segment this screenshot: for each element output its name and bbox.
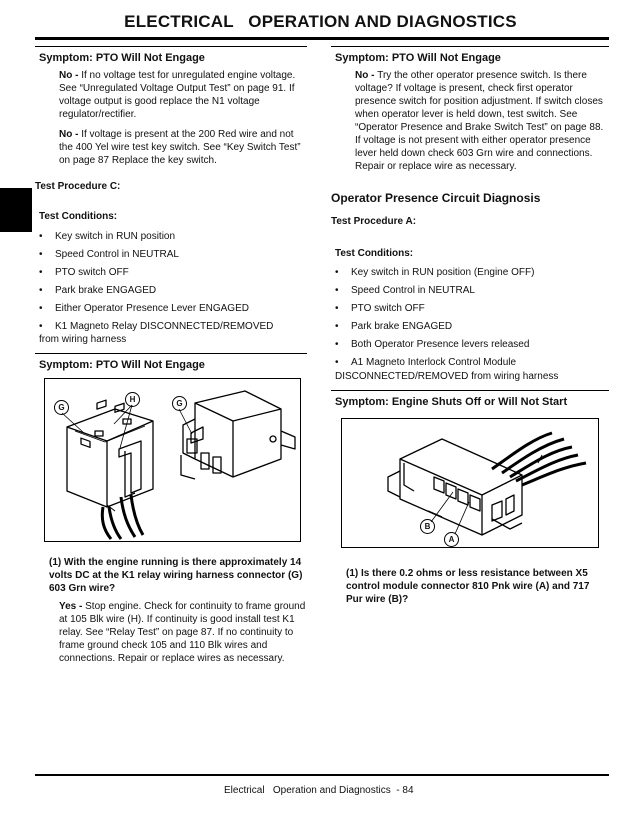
symptom-heading: Symptom: PTO Will Not Engage bbox=[335, 52, 501, 64]
callout-leaders bbox=[341, 418, 597, 546]
title-rule bbox=[35, 37, 609, 40]
no-label: No - bbox=[59, 70, 82, 81]
no-paragraph bbox=[59, 69, 309, 121]
condition-item-continued: from wiring harness bbox=[39, 334, 127, 345]
bullet-icon: • bbox=[39, 231, 43, 242]
bullet-icon: • bbox=[39, 303, 43, 314]
yes-paragraph bbox=[59, 600, 309, 665]
callout-g-connector: G bbox=[54, 400, 69, 415]
test-procedure-label: Test Procedure A: bbox=[331, 216, 417, 227]
symptom-rule bbox=[35, 46, 307, 47]
no-label: No - bbox=[59, 129, 82, 140]
condition-item: • K1 Magneto Relay DISCONNECTED/REMOVED bbox=[39, 321, 274, 332]
condition-item: • Either Operator Presence Lever ENGAGED bbox=[39, 303, 249, 314]
condition-item: • A1 Magneto Interlock Control Module bbox=[335, 357, 517, 368]
condition-item: • PTO switch OFF bbox=[39, 267, 129, 278]
condition-item: • Park brake ENGAGED bbox=[39, 285, 157, 296]
callout-a: A bbox=[444, 532, 459, 547]
symptom-rule bbox=[331, 46, 609, 47]
condition-item-continued: DISCONNECTED/REMOVED from wiring harness bbox=[335, 371, 559, 382]
no-paragraph bbox=[355, 69, 609, 173]
no-text: Try the other operator presence switch. Is there voltage? If voltage is present, check first operator presence switch for position adjustment. If switch closes when operator lever is held down, test switch. See “Operator Presence and Brake Switch Test” on page 88. If voltage is not present with either operator presence lever held down check 603 Grn wire and connections. Repair or replace wire as necessary. bbox=[355, 70, 604, 172]
bullet-icon: • bbox=[335, 267, 339, 278]
callout-h: H bbox=[125, 392, 140, 407]
bullet-icon: • bbox=[335, 303, 339, 314]
section-tab-marker bbox=[0, 188, 32, 232]
symptom-rule bbox=[331, 390, 609, 391]
footer-rule bbox=[35, 774, 609, 776]
yes-label: Yes - bbox=[59, 601, 86, 612]
no-text: If voltage is present at the 200 Red wire and not the 400 Yel wire test key switch. See “Key Switch Test” on page 87 Replace the key switch. bbox=[59, 129, 301, 166]
no-paragraph bbox=[59, 128, 309, 167]
no-label: No - bbox=[355, 70, 378, 81]
bullet-icon: • bbox=[335, 321, 339, 332]
symptom-heading: Symptom: Engine Shuts Off or Will Not Start bbox=[335, 396, 568, 408]
condition-item: • Speed Control in NEUTRAL bbox=[39, 249, 179, 260]
condition-item: • Key switch in RUN position (Engine OFF) bbox=[335, 267, 535, 278]
symptom-heading: Symptom: PTO Will Not Engage bbox=[39, 359, 205, 371]
bullet-icon: • bbox=[335, 339, 339, 350]
bullet-icon: • bbox=[335, 285, 339, 296]
test-question: (1) Is there 0.2 ohms or less resistance between X5 control module connector 810 Pnk wire (A) and 717 Pur wire (B)? bbox=[346, 568, 590, 605]
condition-item: • Both Operator Presence levers released bbox=[335, 339, 530, 350]
condition-item: • Key switch in RUN position bbox=[39, 231, 176, 242]
test-question: (1) With the engine running is there approximately 14 volts DC at the K1 relay wiring harness connector (G) 603 Grn wire? bbox=[49, 557, 303, 594]
bullet-icon: • bbox=[39, 285, 43, 296]
yes-text: Stop engine. Check for continuity to frame ground at 105 Blk wire (H). If continuity is good install test K1 relay. See “Relay Test” on page 87. If no continuity to frame ground check 105 and 110 Blk wires and connections. Repair or replace wires as necessary. bbox=[59, 601, 306, 664]
bullet-icon: • bbox=[335, 357, 339, 368]
callout-b: B bbox=[420, 519, 435, 534]
page-title: ELECTRICAL OPERATION AND DIAGNOSTICS bbox=[124, 12, 517, 31]
bullet-icon: • bbox=[39, 267, 43, 278]
test-procedure-label: Test Procedure C: bbox=[35, 181, 121, 192]
condition-item: • Park brake ENGAGED bbox=[335, 321, 453, 332]
callout-g-relay: G bbox=[172, 396, 187, 411]
bullet-icon: • bbox=[39, 249, 43, 260]
no-text: If no voltage test for unregulated engine voltage. See “Unregulated Voltage Output Test” on page 91. If voltage output is good replace the N1 voltage regulator/rectifier. bbox=[59, 70, 296, 120]
callout-leaders bbox=[44, 378, 299, 540]
test-conditions-label: Test Conditions: bbox=[335, 248, 414, 259]
section-title: Operator Presence Circuit Diagnosis bbox=[331, 191, 541, 205]
condition-item: • Speed Control in NEUTRAL bbox=[335, 285, 475, 296]
symptom-rule bbox=[35, 353, 307, 354]
page-footer: Electrical Operation and Diagnostics - 84 bbox=[224, 785, 414, 796]
test-conditions-label: Test Conditions: bbox=[39, 211, 118, 222]
bullet-icon: • bbox=[39, 321, 43, 332]
symptom-heading: Symptom: PTO Will Not Engage bbox=[39, 52, 205, 64]
condition-item: • PTO switch OFF bbox=[335, 303, 425, 314]
